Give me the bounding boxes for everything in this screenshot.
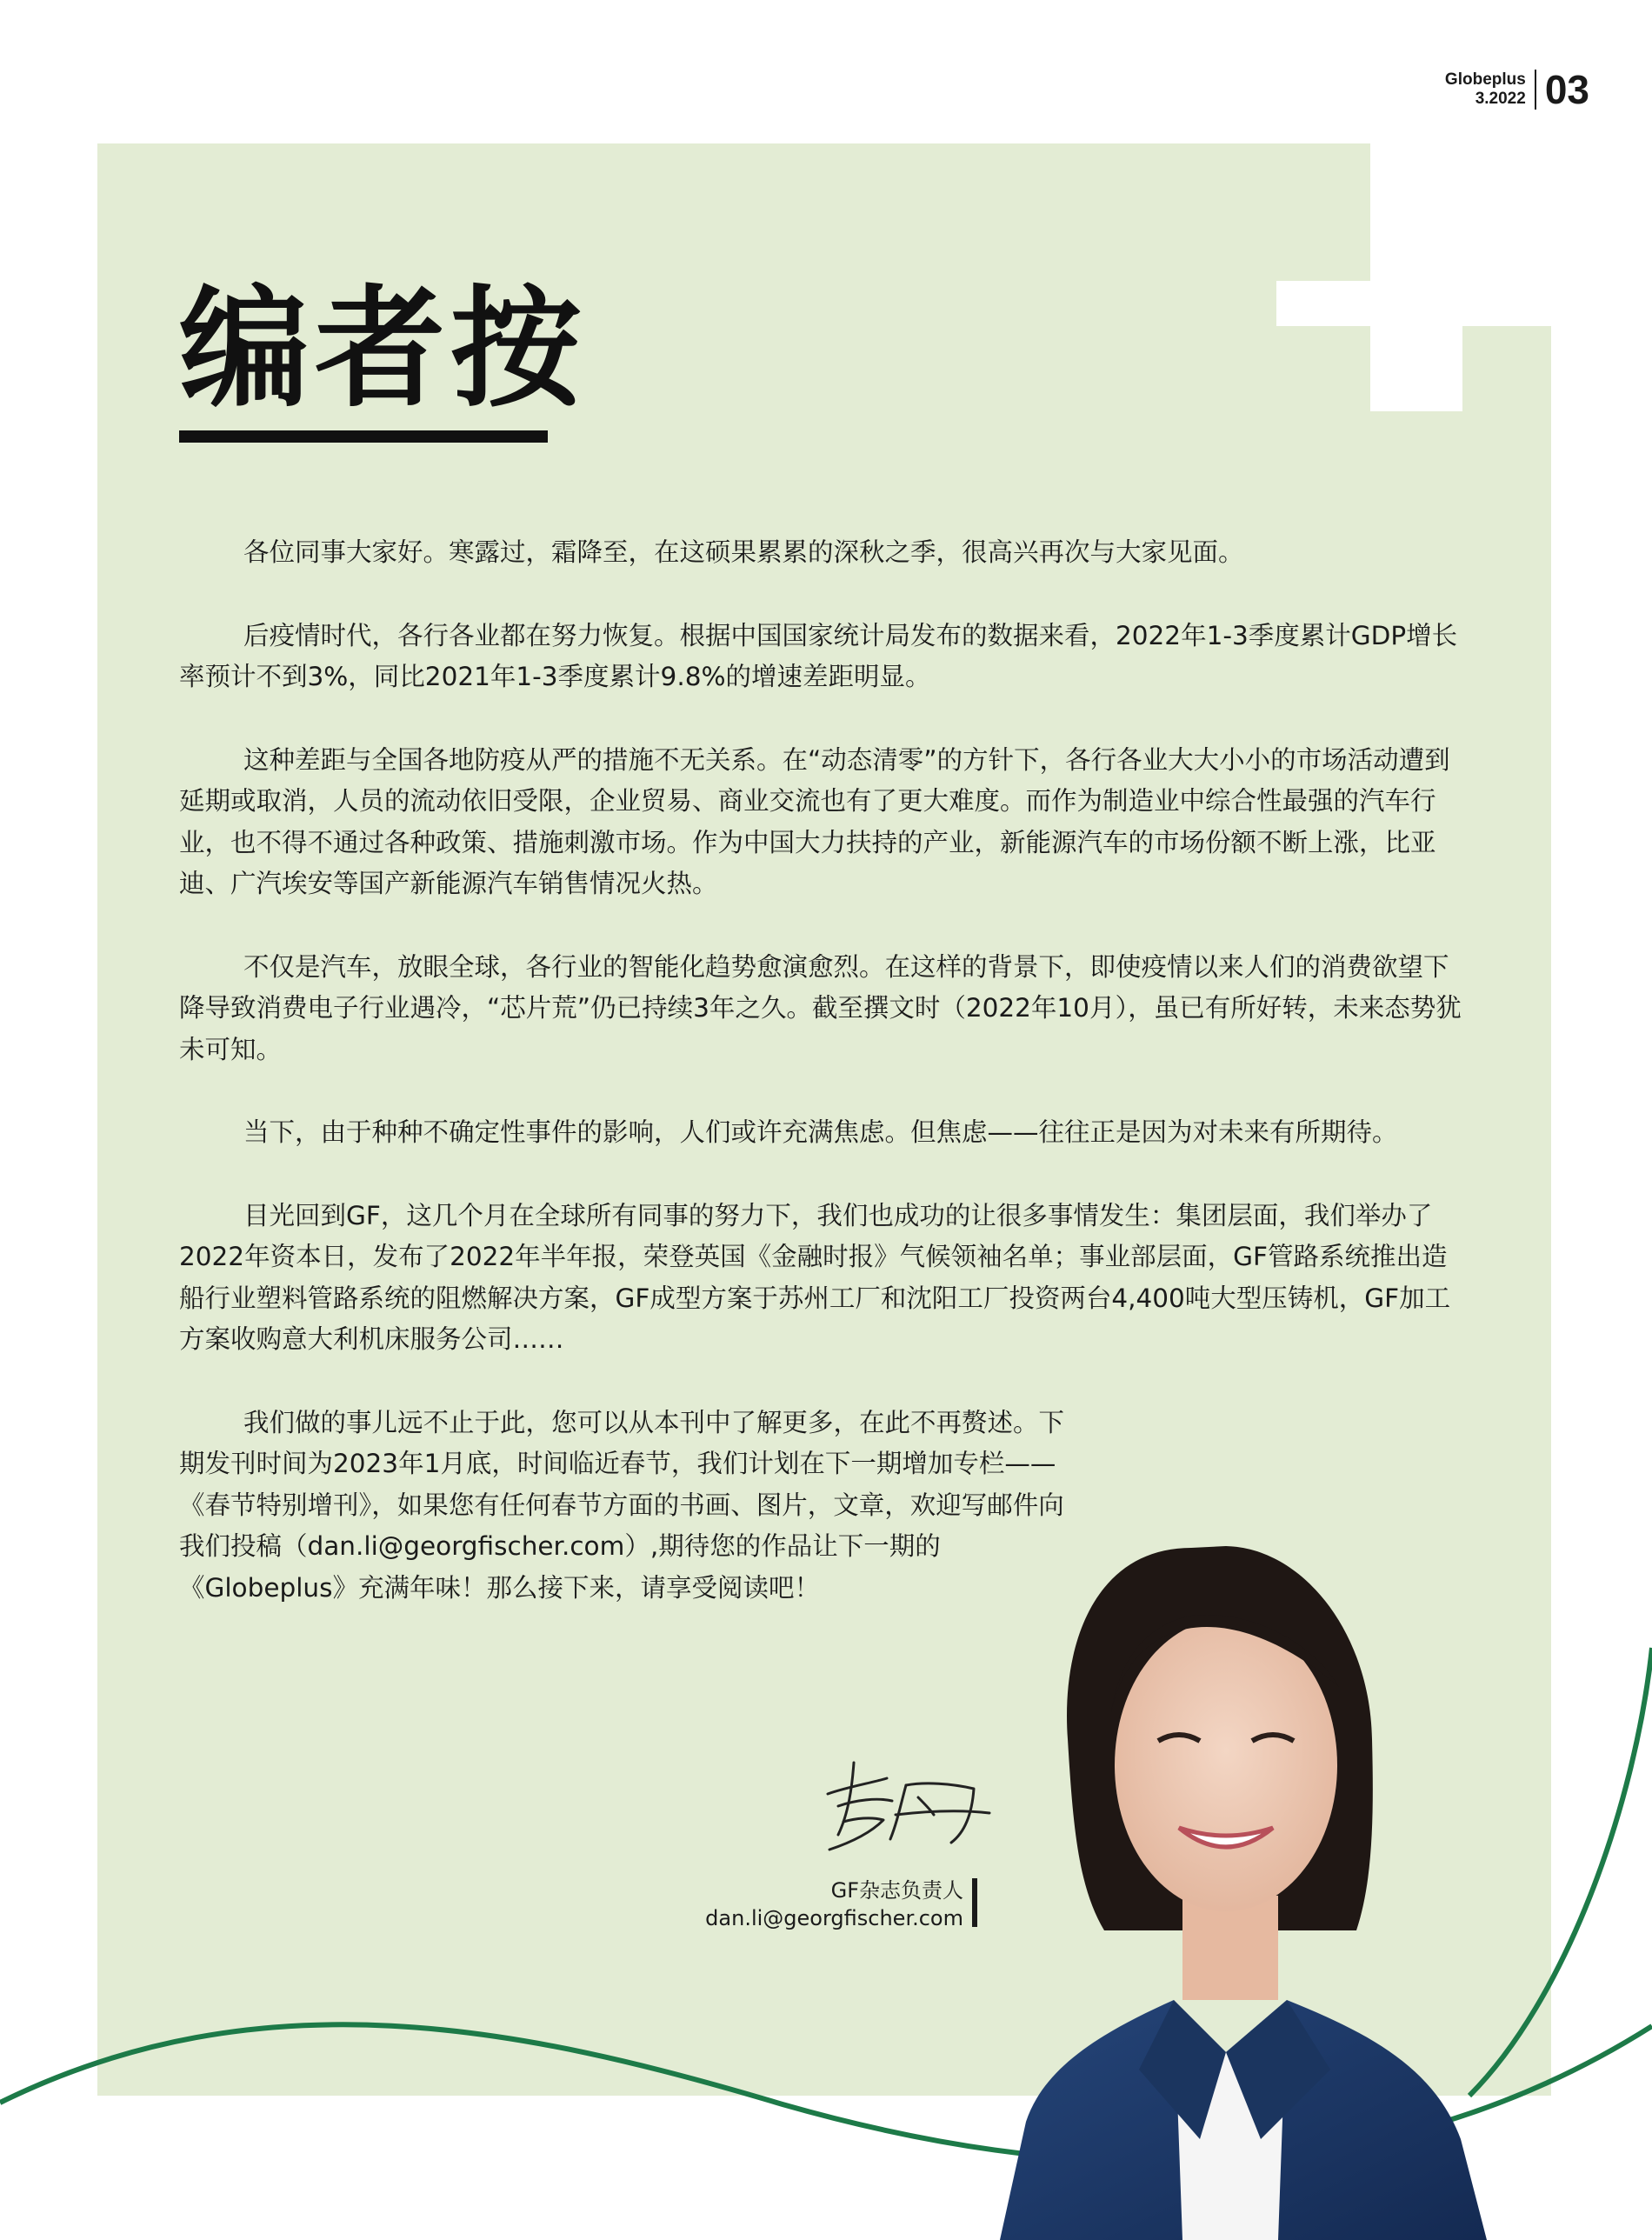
issue-date: 3.2022 — [1475, 90, 1526, 108]
neck — [1182, 1896, 1278, 2000]
issue-label — [1445, 70, 1526, 109]
editorial-body — [179, 532, 1466, 1650]
face — [1115, 1619, 1337, 1911]
title-underline — [179, 430, 548, 443]
paragraph: 后疫情时代，各行各业都在努力恢复。根据中国国家统计局发布的数据来看，2022年1-3季度累计GDP增长率预计不到3%，同比2021年1-3季度累计9.8%的增速差距明显。 — [179, 620, 1458, 691]
page-title: 编者按 — [179, 272, 587, 425]
signature-caption — [705, 1877, 963, 1932]
paragraph: 各位同事大家好。寒露过，霜降至，在这硕果累累的深秋之季，很高兴再次与大家见面。 — [243, 537, 1244, 567]
paragraph: 我们做的事儿远不止于此，您可以从本刊中了解更多，在此不再赘述。下期发刊时间为2023年1月底，时间临近春节，我们计划在下一期增加专栏——《春节特别增刊》，如果您有任何春节方面的书画、图片，文章，欢迎写邮件向我们投稿（dan.li@georgfischer.com）,期待您的作品让下一期的《Globeplus》充满年味！那么接下来，请享受阅读吧！ — [179, 1407, 1065, 1603]
signer-role: GF杂志负责人 — [830, 1878, 963, 1903]
paragraph: 不仅是汽车，放眼全球，各行业的智能化趋势愈演愈烈。在这样的背景下，即使疫情以来人们的消费欲望下降导致消费电子行业遇冷，“芯片荒”仍已持续3年之久。截至撰文时（2022年10月），虽已有所好转，未来态势犹未可知。 — [179, 951, 1462, 1064]
paragraph: 这种差距与全国各地防疫从严的措施不无关系。在“动态清零”的方针下，各行各业大大小小的市场活动遭到延期或取消，人员的流动依旧受限，企业贸易、商业交流也有了更大难度。而作为制造业中综合性最强的汽车行业，也不得不通过各种政策、措施刺激市场。作为中国大力扶持的产业，新能源汽车的市场份额不断上涨，比亚迪、广汽埃安等国产新能源汽车销售情况火热。 — [179, 744, 1450, 898]
signer-email: dan.li@georgfischer.com — [705, 1906, 963, 1930]
header-divider — [1535, 70, 1536, 110]
editor-portrait-photo — [965, 1513, 1574, 2240]
page-number: 03 — [1544, 67, 1589, 112]
paragraph: 当下，由于种种不确定性事件的影响，人们或许充满焦虑。但焦虑——往往正是因为对未来有所期待。 — [243, 1117, 1398, 1147]
paragraph: 目光回到GF，这几个月在全球所有同事的努力下，我们也成功的让很多事情发生：集团层面，我们举办了2022年资本日，发布了2022年半年报，荣登英国《金融时报》气候领袖名单；事业部层面，GF管路系统推出造船行业塑料管路系统的阻燃解决方案，GF成型方案于苏州工厂和沈阳工厂投资两台4,400吨大型压铸机，GF加工方案收购意大利机床服务公司…… — [179, 1200, 1451, 1354]
magazine-name: Globeplus — [1444, 70, 1526, 89]
corner-cutout-fill — [1276, 143, 1370, 281]
corner-cutout-step — [1370, 143, 1462, 411]
page-header — [1444, 67, 1589, 112]
